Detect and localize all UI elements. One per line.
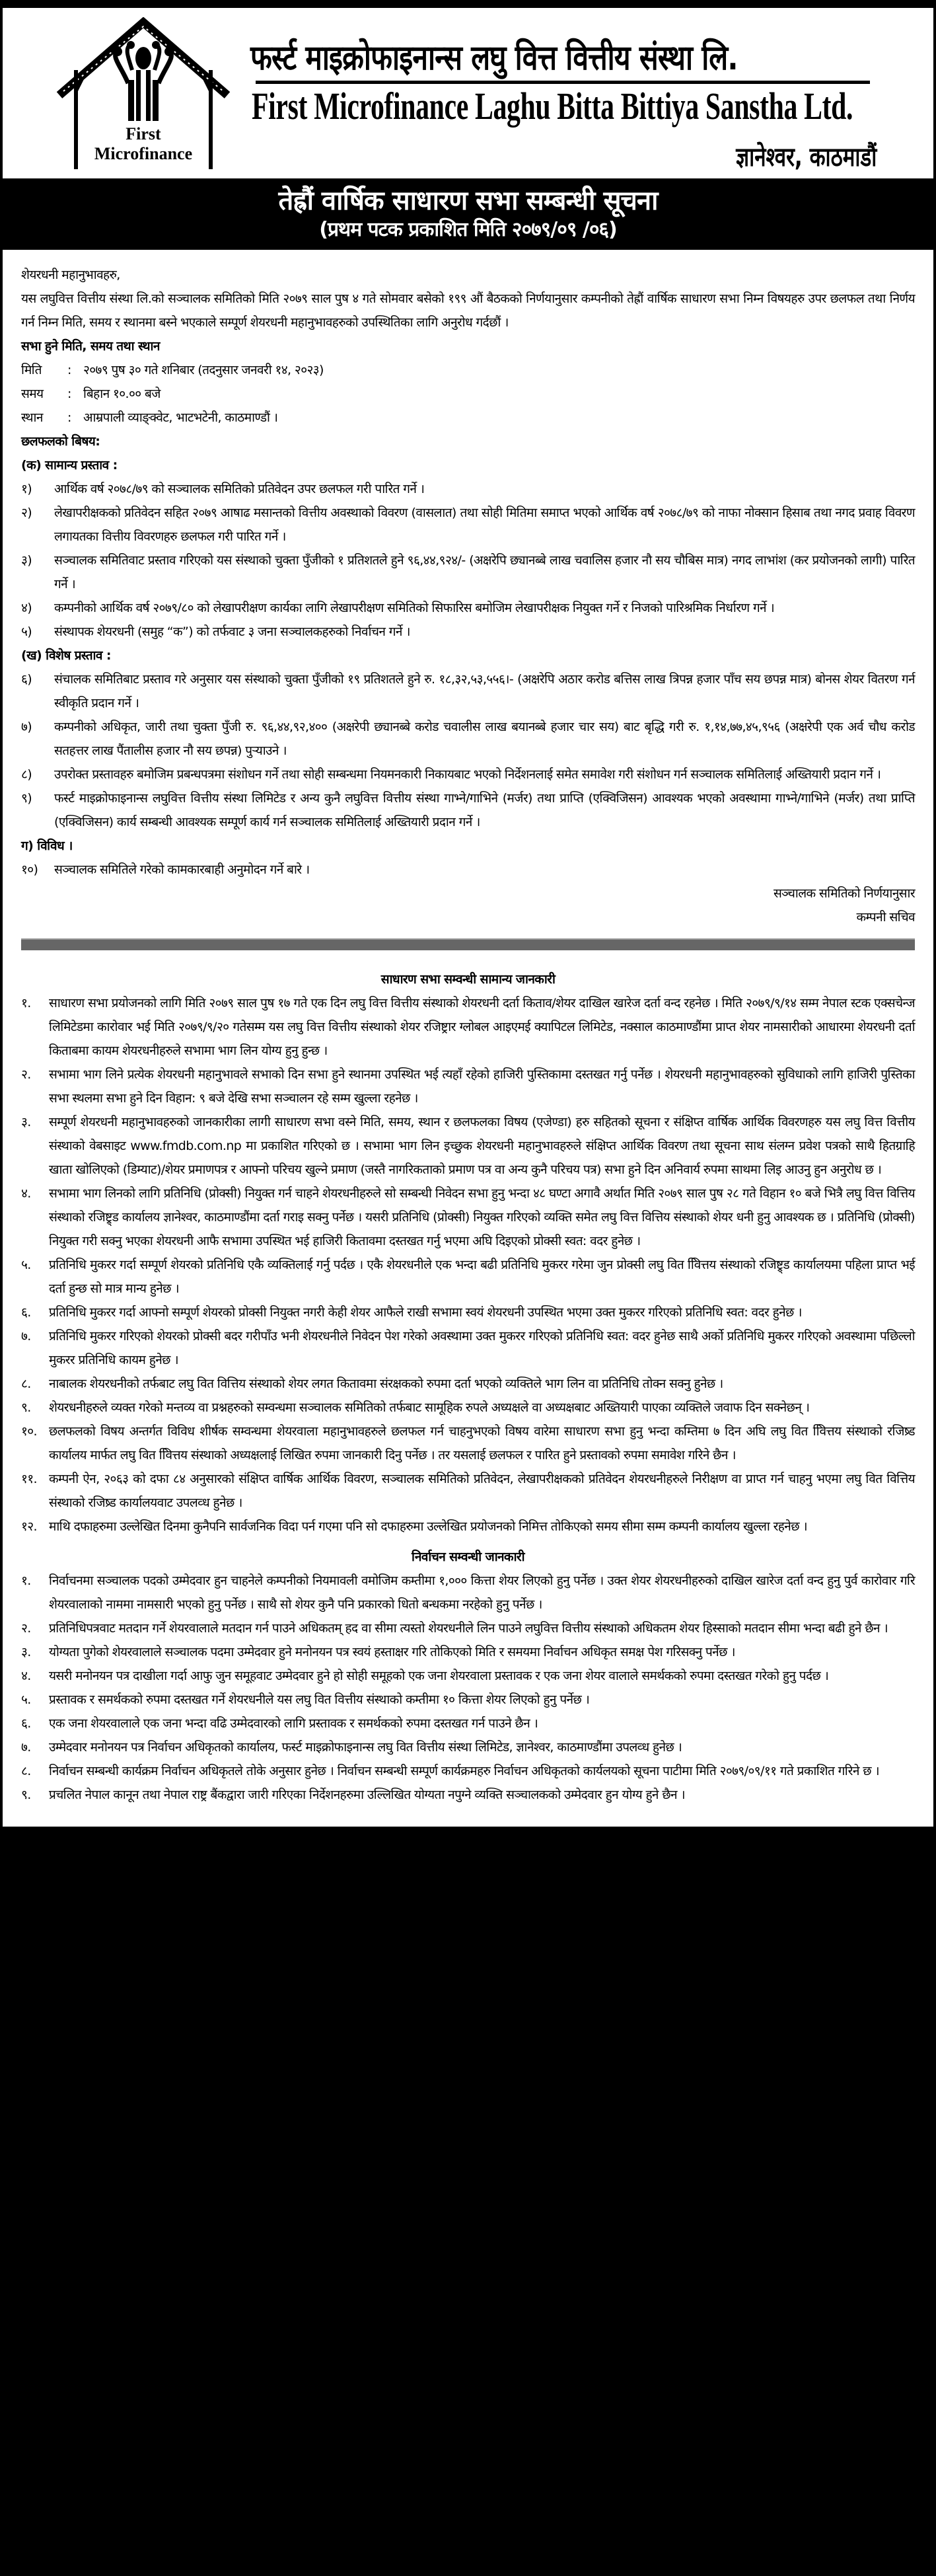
house-logo-icon — [54, 17, 233, 169]
company-name-english: First Microfinance Laghu Bitta Bittiya Sanstha Ltd. — [252, 85, 853, 128]
item-text: प्रस्तावक र समर्थकको रुपमा दस्तखत गर्ने शेयरधनीले यस लघु वित वित्तीय संस्थाको कम्तीमा १० कित्ता शेयर लिएको हुनु पर्नेछ । — [49, 1692, 590, 1707]
ordinary-resolutions — [21, 477, 915, 644]
general-info-list — [21, 991, 915, 1538]
special-heading: (ख) विशेष प्रस्ताव : — [21, 648, 111, 663]
item-number: २. — [21, 1067, 31, 1082]
item-text: सञ्चालक समितिवाट प्रस्ताव गरिएको यस संस्थाको चुक्ता पुँजीको १ प्रतिशतले हुने ९६,४४,९२४/- (अक्षरेपि छ्यानब्बे लाख चवालिस हजार नौ सय चौबिस मात्र) नगद लाभांश (कर प्रयोजनको लागी) पारित गर्ने । — [54, 553, 915, 591]
item-number: ११. — [21, 1472, 37, 1486]
item-text: उपरोक्त प्रस्तावहरु बमोजिम प्रबन्धपत्रमा संशोधन गर्ने तथा सोही सम्बन्धमा नियमनकारी निकायबाट भएको निर्देशनलाई समेत समावेश गरी संशोधन गर्न सञ्चालक समितिलाई अख्तियारी प्रदान गर्ने । — [54, 767, 881, 782]
election-info-item — [21, 1688, 915, 1712]
salutation: शेयरधनी महानुभावहरु, — [21, 268, 120, 282]
item-number: ४) — [21, 601, 32, 615]
special-resolution-item — [21, 763, 915, 786]
item-number: ७. — [21, 1740, 31, 1755]
election-info-item — [21, 1759, 915, 1783]
item-text: निर्वाचनमा सञ्चालक पदको उम्मेदवार हुन चाहनेले कम्पनीको नियमावली वमोजिम कम्तीमा १,००० कित्ता शेयर लिएको हुनु पर्नेछ । उक्त शेयर शेयरधनीहरुको दाखिल खारेज दर्ता वन्द हुनु पुर्व कारोवार गरि शेयरवालाको नाममा नामसारी भएको हुनु पर्नेछ । साथै सो शेयर कुनै पनि प्रकारको धितो बन्धकमा नरहेको हुनु पर्नेछ । — [49, 1573, 915, 1612]
item-number: ५) — [21, 625, 32, 639]
item-text: कम्पनी ऐन, २०६३ को दफा ८४ अनुसारको संक्षिप्त वार्षिक आर्थिक विवरण, सञ्चालक समितिको प्रतिवेदन, लेखापरीक्षकको प्रतिवेदन शेयरधनीहरुले निरीक्षण वा प्राप्त गर्न चाहनु भएमा लघु वित वित्तिय संस्थाको रजिष्र्ड कार्यालयवाट उपलव्ध हुनेछ । — [49, 1472, 915, 1510]
company-address: ज्ञानेश्वर, काठमाडौं — [735, 142, 877, 172]
item-number: ८) — [21, 767, 32, 782]
election-info-list — [21, 1569, 915, 1807]
letterhead — [3, 8, 933, 178]
item-number: ७) — [21, 720, 32, 734]
election-info-item — [21, 1783, 915, 1807]
item-number: ३. — [21, 1645, 31, 1659]
general-info-item — [21, 1515, 915, 1538]
company-name-nepali: फर्स्ट माइक्रोफाइनान्स लघु वित्त वित्तीय संस्था लि. — [250, 38, 738, 78]
ordinary-resolution-item — [21, 501, 915, 549]
item-text: निर्वाचन सम्बन्धी कार्यक्रम निर्वाचन अधिकृतले तोके अनुसार हुनेछ । निर्वाचन सम्बन्धी सम्पूर्ण कार्यक्रमहरु निर्वाचन अधिकृतको कार्यलयको सूचना पाटीमा मिति २०७९/०९/११ गते प्रकाशित गरिने छ । — [49, 1764, 879, 1778]
ordinary-resolution-item — [21, 596, 915, 620]
item-text: प्रतिनिधि मुकरर गर्दा आफ्नो सम्पूर्ण शेयरको प्रोक्सी नियुक्त नगरी केही शेयर आफैले राखी सभामा स्वयं शेयरधनी उपस्थित भएमा उक्त मुकरर गरिएको प्रतिनिधि स्वत: वदर हुनेछ । — [49, 1305, 802, 1320]
meeting-detail-row — [21, 406, 915, 430]
item-number: ६. — [21, 1305, 31, 1320]
meeting-detail-label: स्थान — [21, 410, 43, 425]
election-info-item — [21, 1712, 915, 1735]
item-text: माथि दफाहरुमा उल्लेखित दिनमा कुनैपनि सार्वजनिक विदा पर्न गएमा पनि सो दफाहरुमा उल्लेखित प्रयोजनको निमित्त तोकिएको समय सीमा सम्म कम्पनी कार्यालय खुल्ला रहनेछ । — [49, 1519, 807, 1534]
colon-separator: : — [67, 363, 71, 377]
item-number: ९) — [21, 791, 32, 806]
meeting-heading: सभा हुने मिति, समय तथा स्थान — [21, 339, 160, 354]
meeting-detail-label: समय — [21, 387, 44, 401]
item-number: २) — [21, 506, 32, 520]
item-number: ९. — [21, 1400, 31, 1415]
special-resolution-item — [21, 715, 915, 763]
general-info-item — [21, 1110, 915, 1182]
misc-items — [21, 858, 915, 882]
item-text: प्रतिनिधि मुकरर गर्दा सम्पूर्ण शेयरको प्रतिनिधि एकै व्यक्तिलाई गर्नु पर्दछ । एकै शेयरधनीले एक भन्दा बढी प्रतिनिधि मुकरर गरेमा जुन प्रोक्सी लघु वित विित्तय संस्थाको रजिष्ट्र्ड कार्यालयमा पहिला प्राप्त भई दर्ता हुन्छ सो मात्र मान्य हुनेछ । — [49, 1258, 915, 1296]
election-info-item — [21, 1735, 915, 1759]
publication-date: (प्रथम पटक प्रकाशित मिति २०७९/०९ /०६) — [319, 218, 617, 241]
item-number: ४. — [21, 1669, 31, 1683]
item-text: कम्पनीको आर्थिक वर्ष २०७९/८० को लेखापरीक्षण कार्यका लागि लेखापरीक्षण समितिको सिफारिस बमोजिम लेखापरीक्षक नियुक्त गर्ने र निजको पारिश्रमिक निर्धारण गर्ने । — [54, 601, 775, 615]
election-info-item — [21, 1640, 915, 1664]
notice-title: तेह्रौं वार्षिक साधारण सभा सम्बन्धी सूचना — [278, 186, 658, 216]
item-number: १. — [21, 996, 31, 1010]
general-info-item — [21, 1372, 915, 1396]
item-text: नाबालक शेयरधनीको तर्फबाट लघु वित वित्तिय संस्थाको शेयर लगत कितावमा संरक्षकको रुपमा दर्ता भएको व्यक्तिले भाग लिन वा प्रतिनिधि तोक्न सक्नु हुनेछ । — [49, 1377, 723, 1391]
agenda-heading: छलफलको बिषय: — [21, 434, 100, 449]
special-resolution-item — [21, 786, 915, 834]
general-info-heading: साधारण सभा सम्वन्धी सामान्य जानकारी — [380, 972, 556, 987]
item-number: १०. — [21, 1424, 37, 1439]
general-info-item — [21, 1467, 915, 1515]
item-text: साधारण सभा प्रयोजनको लागि मिति २०७९ साल पुष १७ गते एक दिन लघु वित्त वित्तीय संस्थाको शेयरधनी दर्ता किताव/शेयर दाखिल खारेज दर्ता वन्द रहनेछ । मिति २०७९/९/१४ सम्म नेपाल स्टक एक्सचेन्ज लिमिटेडमा कारोवार भई मिति २०७९/९/२० गतेसम्म यस लघु वित्त वित्तीय संस्थाको शेयर रजिष्ट्रार ग्लोबल आइएमई क्यापिटल लिमिटेड, नक्साल काठमाण्डौंमा प्राप्त शेयर नामसारीको आधारमा शेयरधनी दर्ता किताबमा कायम शेयरधनीहरुले सभामा भाग लिन योग्य हुनु हुन्छ । — [49, 996, 915, 1058]
colon-separator: : — [67, 387, 71, 401]
special-resolutions — [21, 667, 915, 834]
general-info-item — [21, 1301, 915, 1324]
item-number: ३. — [21, 1115, 31, 1129]
item-number: ७. — [21, 1329, 31, 1344]
item-number: ५. — [21, 1258, 31, 1272]
colon-separator: : — [67, 410, 71, 425]
item-text: सभामा भाग लिनको लागि प्रतिनिधि (प्रोक्सी) नियुक्त गर्न चाहने शेयरधनीहरुले सो सम्बन्धी निवेदन सभा हुनु भन्दा ४८ घण्टा अगावै अर्थात मिति २०७९ साल पुष २८ गते विहान १० बजे भित्रै लघु वित्त वित्तिय संस्थाको रजिष्ट्र्ड कार्यालय ज्ञानेश्वर, काठमाण्डौंमा दर्ता गराइ सक्नु पर्नेछ । यसरी प्रतिनिधि (प्रोक्सी) नियुक्त गरिएको व्यक्ति समेत लघु वित्त वित्तिय संस्थाको शेयर धनी हुनु आवश्यक छ । प्रतिनिधि (प्रोक्सी) नियुक्त गरी सक्नु भएका शेयरधनी आफै सभामा उपस्थित भई हाजिरी कितावमा दस्तखत गर्नु भएमा अघि दिइएको प्रोक्सी स्वत: वदर हुनेछ । — [49, 1186, 915, 1248]
svg-text:Microfinance: Microfinance — [94, 144, 193, 163]
misc-item — [21, 858, 915, 882]
intro-paragraph: यस लघुवित्त वित्तीय संस्था लि.को सञ्चालक समितिको मिति २०७९ साल पुष ४ गते सोमवार बसेको १९९ औं बैठकको निर्णयानुसार कम्पनीको तेह्रौं वार्षिक साधारण सभा निम्न विषयहरु उपर छलफल तथा निर्णय गर्न निम्न मिति, समय र स्थानमा बस्ने भएकाले सम्पूर्ण शेयरधनी महानुभावहरुको उपस्थितिका लागि अनुरोध गर्दछौं । — [21, 291, 915, 330]
meeting-detail-value: बिहान १०.०० बजे — [83, 387, 161, 401]
meeting-detail-label: मिति — [21, 363, 42, 377]
meeting-detail-row — [21, 358, 915, 382]
item-number: १) — [21, 482, 32, 496]
item-number: १२. — [21, 1519, 37, 1534]
item-text: सञ्चालक समितिले गरेको कामकारबाही अनुमोदन गर्ने बारे । — [54, 862, 310, 877]
item-number: २. — [21, 1621, 31, 1636]
signature-line-1: सञ्चालक समितिको निर्णयानुसार — [773, 886, 915, 901]
item-number: ४. — [21, 1186, 31, 1201]
section-separator — [21, 938, 915, 950]
item-number: १. — [21, 1573, 31, 1588]
item-text: छलफलको विषय अन्तर्गत विविध शीर्षक सम्वन्धमा शेयरवाला महानुभावहरुले छलफल गर्न चाहनुभएको विषय वारेमा साधारण सभा हुनु भन्दा कम्तिमा ७ दिन अघि लघु वित विित्तय संस्थाको रजिष्र्ड कार्यालय मार्फत लघु वित विित्तय संस्थाको अध्यक्षलाई लिखित रुपमा जानकारी दिनु पर्नेछ । तर यसलाई छलफल र पारित हुने प्रस्तावको रुपमा समावेश गरिने छैन । — [49, 1424, 915, 1462]
item-text: संचालक समितिबाट प्रस्ताव गरे अनुसार यस संस्थाको चुक्ता पुँजीको १९ प्रतिशतले हुने रु. १८,३२,५३,५५६।- (अक्षरेपि अठार करोड बत्तिस लाख त्रिपन्न हजार पाँच सय छपन्न मात्र) बोनस शेयर वितरण गर्न स्वीकृति प्रदान गर्ने । — [54, 672, 915, 710]
ordinary-resolution-item — [21, 477, 915, 501]
election-info-item — [21, 1616, 915, 1640]
item-text: लेखापरीक्षकको प्रतिवेदन सहित २०७९ आषाढ मसान्तको वित्तीय अवस्थाको विवरण (वासलात) तथा सोही मितिमा समाप्त भएको आर्थिक वर्ष २०७८/७९ को नाफा नोक्सान हिसाब तथा नगद प्रवाह विवरण लगायतका वित्तीय विवरणहरु छलफल गरी पारित गर्ने । — [54, 506, 915, 544]
general-info-item — [21, 1396, 915, 1420]
svg-text:First: First — [126, 124, 161, 143]
item-text: संस्थापक शेयरधनी (समुह “क”) को तर्फवाट ३ जना सञ्चालकहरुको निर्वाचन गर्ने । — [54, 625, 410, 639]
item-text: योग्यता पुगेको शेयरवालाले सञ्चालक पदमा उम्मेदवार हुने मनोनयन पत्र स्वयं हस्ताक्षर गरि तोकिएको मिति र समयमा निर्वाचन अधिकृत समक्ष पेश गरिसक्नु पर्नेछ । — [49, 1645, 735, 1659]
general-info-item — [21, 991, 915, 1063]
item-text: प्रतिनिधिपत्रवाट मतदान गर्ने शेयरवालाले मतदान गर्न पाउने अधिकतम् हद वा सीमा त्यस्तो शेयरधनीले लिन पाउने लघुवित्त वित्तीय संस्थाको अधिकतम शेयर हिस्साको मतदान सीमा भन्दा बढी हुने छैन । — [49, 1621, 888, 1636]
item-number: ६. — [21, 1716, 31, 1731]
general-info-item — [21, 1324, 915, 1372]
item-text: एक जना शेयरवालाले एक जना भन्दा वढि उम्मेदवारको लागि प्रस्तावक र समर्थकको रुपमा दस्तखत गर्न पाउने छैन । — [49, 1716, 538, 1731]
notice-title-band — [3, 178, 933, 250]
item-number: ८. — [21, 1764, 31, 1778]
item-text: सभामा भाग लिने प्रत्येक शेयरधनी महानुभावले सभाको दिन सभा हुने स्थानमा उपस्थित भई त्यहाँ रहेको हाजिरी पुस्तिकामा दस्तखत गर्नु पर्नेछ । शेयरधनी महानुभावहरुको सुविधाको लागि हाजिरी पुस्तिका सभा स्थलमा सभा हुने दिन विहान: ९ बजे देखि सभा सञ्चालन रहे सम्म खुल्ला रहनेछ । — [49, 1067, 915, 1106]
item-number: १०) — [21, 862, 38, 877]
signature-line-2: कम्पनी सचिव — [856, 910, 915, 925]
item-text: प्रचलित नेपाल कानून तथा नेपाल राष्ट्र बैंकद्वारा जारी गरिएका निर्देशनहरुमा उल्लिखित योग्यता नपुग्ने व्यक्ति सञ्चालकको उम्मेदवार हुन योग्य हुने छैन । — [49, 1788, 686, 1802]
item-text: यसरी मनोनयन पत्र दाखीला गर्दा आफु जुन समूहवाट उम्मेदवार हुने हो सोही समूहको एक जना शेयरवाला प्रस्तावक र एक जना शेयर वालाले समर्थकको रुपमा दस्तखत गरेको हुनु पर्दछ । — [49, 1669, 829, 1683]
company-logo — [54, 17, 233, 169]
item-text: फर्स्ट माइक्रोफाइनान्स लघुवित्त वित्तीय संस्था लिमिटेड र अन्य कुनै लघुवित्त वित्तीय संस्था गाभ्ने/गाभिने (मर्जर) तथा प्राप्ति (एक्विजिसन) आवश्यक भएको अवस्थामा गाभ्ने/गाभिने (मर्जर) तथा प्राप्ति (एक्विजिसन) कार्य सम्बन्धी आवश्यक सम्पूर्ण कार्य गर्न सञ्चालक समितिलाई अख्तियारी प्रदान गर्ने । — [54, 791, 915, 829]
general-info-item — [21, 1063, 915, 1110]
item-text: उम्मेदवार मनोनयन पत्र निर्वाचन अधिकृतको कार्यालय, फर्स्ट माइक्रोफाइनान्स लघु वित वित्तीय संस्था लिमिटेड, ज्ञानेश्वर, काठमाण्डौंमा उपलव्ध हुनेछ । — [49, 1740, 682, 1755]
item-text: प्रतिनिधि मुकरर गरिएको शेयरको प्रोक्सी बदर गरीपाँउ भनी शेयरधनीले निवेदन पेश गरेको अवस्थामा उक्त मुकरर गरिएको प्रतिनिधि स्वत: वदर हुनेछ साथै अर्को प्रतिनिधि मुकरर गरिएको अवस्थामा पछिल्लो मुकरर प्रतिनिधि कायम हुनेछ । — [49, 1329, 915, 1367]
election-info-item — [21, 1664, 915, 1688]
general-info-item — [21, 1182, 915, 1253]
item-text: कम्पनीको अधिकृत, जारी तथा चुक्ता पुँजी रु. ९६,४४,९२,४०० (अक्षरेपी छ्यानब्बे करोड चवालीस लाख बयानब्बे हजार चार सय) बाट बृद्धि गरी रु. १,१४,७७,४५,९५६ (अक्षरेपी एक अर्व चौध करोड सतहत्तर लाख पैंतालीस हजार नौ सय छपन्न) पुऱ्याउने । — [54, 720, 915, 758]
item-text: सम्पूर्ण शेयरधनी महानुभावहरुको जानकारीका लागी साधारण सभा वस्ने मिति, समय, स्थान र छलफलका विषय (एजेण्डा) हरु सहितको सूचना र संक्षिप्त वार्षिक आर्थिक विवरणहरु यस लघु वित्त वित्तीय संस्थाको वेबसाइट www.fmdb.com.np मा प्रकाशित गरिएको छ । सभामा भाग लिन इच्छुक शेयरधनी महानुभावहरुले संक्षिप्त आर्थिक विवरण तथा सूचना साथ संलग्न प्रवेश पत्रको साथै हितग्राहि खाता खोलिएको (डिम्याट)/शेयर प्रमाणपत्र र आफ्नो परिचय खुल्ने प्रमाण (जस्तै नागरिकताको प्रमाण पत्र वा अन्य कुनै परिचय पत्र) सभा हुने दिन अनिवार्य रुपमा साथमा लिइ आउनु हुन अनुरोध छ । — [49, 1115, 915, 1177]
general-info-item — [21, 1420, 915, 1467]
ordinary-heading: (क) सामान्य प्रस्ताव : — [21, 458, 118, 473]
special-resolution-item — [21, 667, 915, 715]
item-number: ९. — [21, 1788, 31, 1802]
misc-heading: ग) विविध । — [21, 839, 73, 853]
item-number: ३) — [21, 553, 32, 568]
meeting-details — [21, 358, 915, 430]
meeting-detail-row — [21, 382, 915, 406]
item-number: ८. — [21, 1377, 31, 1391]
ordinary-resolution-item — [21, 620, 915, 644]
election-info-item — [21, 1569, 915, 1616]
meeting-detail-value: आम्रपाली व्याङ्क्वेट, भाटभटेनी, काठमाण्डौं । — [83, 410, 278, 425]
item-text: आर्थिक वर्ष २०७८/७९ को सञ्चालक समितिको प्रतिवेदन उपर छलफल गरी पारित गर्ने । — [54, 482, 425, 496]
ordinary-resolution-item — [21, 549, 915, 596]
item-text: शेयरधनीहरुले व्यक्त गरेको मन्तव्य वा प्रश्नहरुको सम्वन्धमा सञ्चालक समितिको तर्फबाट सामूहिक रुपले अध्यक्षले वा अध्यक्षबाट अख्तियारी पाएका व्यक्तिले जवाफ दिन सक्नेछन् । — [49, 1400, 810, 1415]
election-info-heading: निर्वाचन सम्वन्धी जानकारी — [411, 1550, 524, 1564]
item-number: ५. — [21, 1692, 31, 1707]
general-info-item — [21, 1253, 915, 1301]
item-number: ६) — [21, 672, 32, 687]
notice-body — [3, 250, 933, 1827]
meeting-detail-value: २०७९ पुष ३० गते शनिबार (तदनुसार जनवरी १४, २०२३) — [83, 363, 324, 377]
